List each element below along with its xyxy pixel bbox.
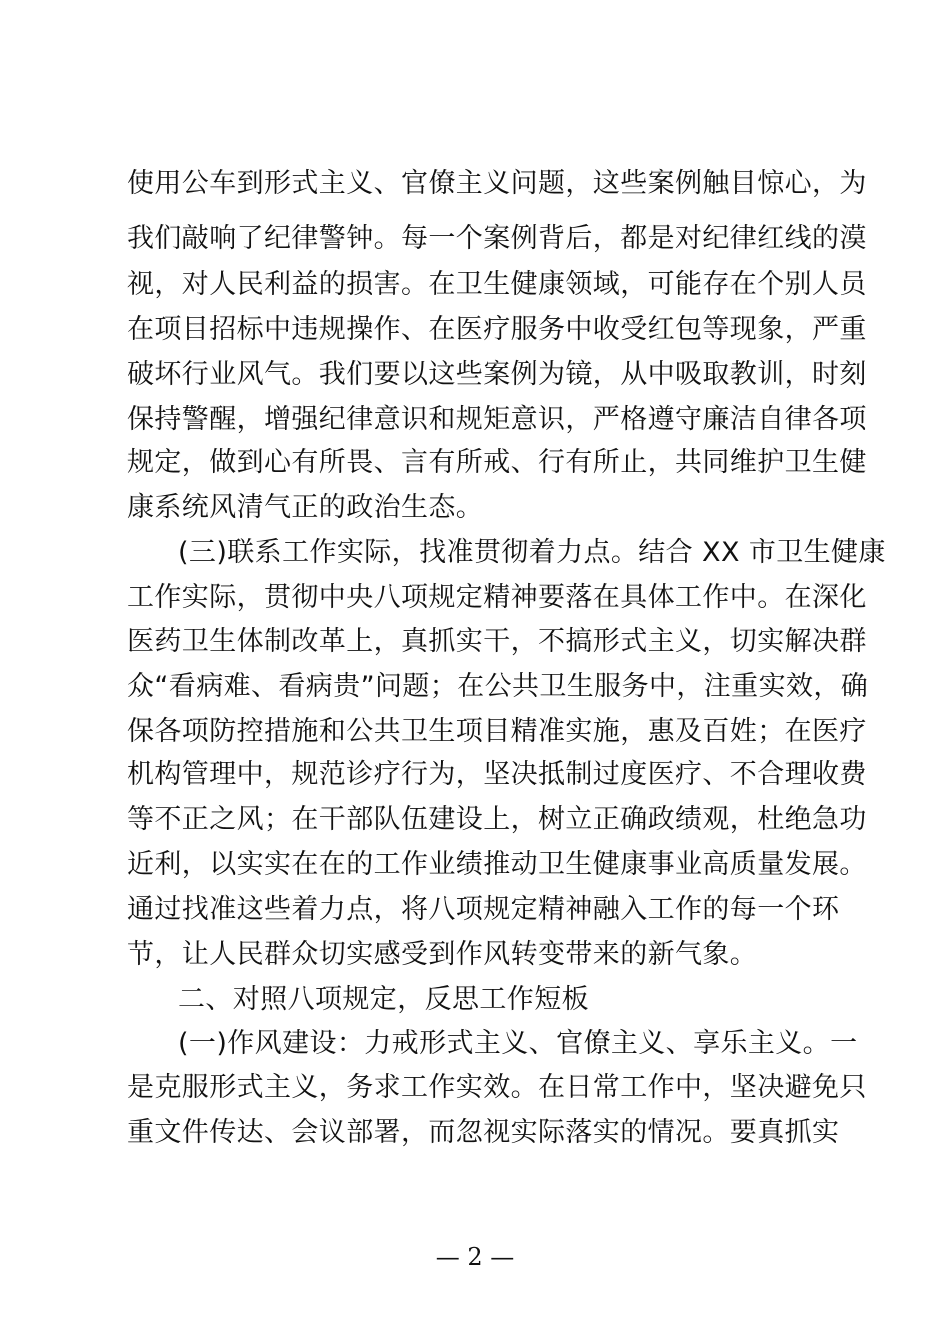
section-heading-3: (三)联系工作实际，找准贯彻着力点。结合 XX 市卫生健康 [178, 537, 886, 568]
section-heading-2: 二、对照八项规定，反思工作短板 [178, 984, 589, 1015]
paragraph-line: 工作实际，贯彻中央八项规定精神要落在具体工作中。在深化 [127, 582, 867, 613]
page-number: — 2 — [435, 1243, 515, 1271]
paragraph-line: 通过找准这些着力点，将八项规定精神融入工作的每一个环 [127, 894, 840, 925]
paragraph-line: 破坏行业风气。我们要以这些案例为镜，从中吸取教训，时刻 [127, 359, 867, 390]
paragraph-line: 在项目招标中违规操作、在医疗服务中收受红包等现象，严重 [127, 314, 867, 345]
paragraph-line: 等不正之风；在干部队伍建设上，树立正确政绩观，杜绝急功 [127, 804, 867, 835]
paragraph-line: 康系统风清气正的政治生态。 [127, 492, 484, 523]
paragraph-line: 机构管理中，规范诊疗行为，坚决抵制过度医疗、不合理收费 [127, 759, 867, 790]
paragraph-line: 医药卫生体制改革上，真抓实干，不搞形式主义，切实解决群 [127, 626, 867, 657]
paragraph-line: 使用公车到形式主义、官僚主义问题，这些案例触目惊心，为 [127, 168, 867, 199]
section-heading-1: (一)作风建设：力戒形式主义、官僚主义、享乐主义。一 [178, 1028, 858, 1059]
paragraph-line: 近利，以实实在在的工作业绩推动卫生健康事业高质量发展。 [127, 849, 867, 880]
paragraph-line: 节，让人民群众切实感受到作风转变带来的新气象。 [127, 939, 758, 970]
paragraph-line: 我们敲响了纪律警钟。每一个案例背后，都是对纪律红线的漠 [127, 223, 867, 254]
paragraph-line: 保持警醒，增强纪律意识和规矩意识，严格遵守廉洁自律各项 [127, 404, 867, 435]
paragraph-line: 视，对人民利益的损害。在卫生健康领域，可能存在个别人员 [127, 269, 867, 300]
paragraph-line: 众“看病难、看病贵”问题；在公共卫生服务中，注重实效，确 [127, 671, 869, 702]
paragraph-line: 规定，做到心有所畏、言有所戒、行有所止，共同维护卫生健 [127, 447, 867, 478]
paragraph-line: 保各项防控措施和公共卫生项目精准实施，惠及百姓；在医疗 [127, 716, 867, 747]
paragraph-line: 是克服形式主义，务求工作实效。在日常工作中，坚决避免只 [127, 1072, 867, 1103]
paragraph-line: 重文件传达、会议部署，而忽视实际落实的情况。要真抓实 [127, 1117, 840, 1148]
